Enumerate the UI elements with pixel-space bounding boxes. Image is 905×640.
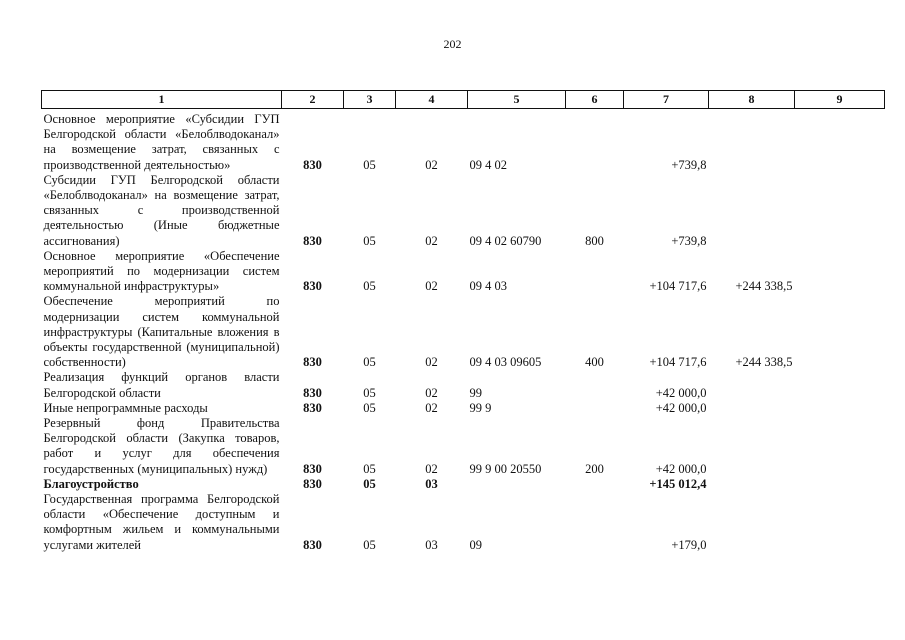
column-header: 5 [468, 91, 566, 109]
table-row [42, 477, 885, 492]
section-code: 05 [363, 461, 376, 476]
column-header: 7 [624, 91, 709, 109]
amount-col8 [709, 173, 795, 249]
budget-table [41, 90, 885, 553]
table-row [42, 401, 885, 416]
section-code: 05 [363, 233, 376, 248]
table-row [42, 249, 885, 295]
expense-type-code [566, 249, 624, 295]
amount-col7: +145 012,4 [649, 476, 707, 491]
target-article-code: 99 9 [469, 400, 492, 415]
section-code: 05 [363, 400, 376, 415]
expense-type-code [566, 401, 624, 416]
amount-col8: +244 338,5 [735, 279, 793, 294]
column-header: 6 [566, 91, 624, 109]
expense-type-code: 200 [585, 461, 604, 476]
amount-col9 [795, 492, 885, 553]
expense-type-code: 400 [585, 355, 604, 370]
column-header: 8 [709, 91, 795, 109]
row-description: Основное мероприятие «Обеспечение мероприятий по модернизации систем коммунальной инфраструктуры» [43, 248, 280, 294]
target-article-code: 09 4 02 [469, 157, 507, 172]
ministry-code: 830 [303, 461, 322, 476]
expense-type-code [566, 492, 624, 553]
ministry-code: 830 [303, 233, 322, 248]
table-row [42, 173, 885, 249]
row-description: Государственная программа Белгородской области «Обеспечение доступным и комфортным жильем и коммунальными услугами жителей [43, 492, 280, 552]
target-article-code: 09 [469, 537, 482, 552]
amount-col7: +104 717,6 [649, 355, 707, 370]
amount-col9 [795, 249, 885, 295]
target-article-code: 99 [469, 385, 482, 400]
table-row [42, 109, 885, 173]
row-description: Благоустройство [43, 476, 139, 491]
amount-col7: +179,0 [671, 537, 707, 552]
subsection-code: 02 [425, 400, 438, 415]
column-header: 9 [795, 91, 885, 109]
section-code: 05 [363, 355, 376, 370]
section-code: 05 [363, 537, 376, 552]
subsection-code: 02 [425, 355, 438, 370]
amount-col9 [795, 109, 885, 173]
row-description: Субсидии ГУП Белгородской области «Белоблводоканал» на возмещение затрат, связанных с производственной деятельностью (Иные бюджетные ассигнования) [43, 172, 280, 248]
amount-col9 [795, 370, 885, 400]
row-description: Резервный фонд Правительства Белгородской области (Закупка товаров, работ и услуг для обеспечения государственных (муниципальных) нужд) [43, 416, 280, 476]
subsection-code: 02 [425, 279, 438, 294]
column-header: 4 [396, 91, 468, 109]
amount-col8 [709, 370, 795, 400]
subsection-code: 02 [425, 385, 438, 400]
expense-type-code [566, 370, 624, 400]
ministry-code: 830 [303, 279, 322, 294]
row-description: Обеспечение мероприятий по модернизации систем коммунальной инфраструктуры (Капитальные вложения в объекты государственной (муниципальной) собственности) [43, 294, 280, 370]
table-row [42, 416, 885, 477]
amount-col7: +42 000,0 [655, 461, 707, 476]
section-code: 05 [363, 157, 376, 172]
amount-col8 [709, 492, 795, 553]
subsection-code: 03 [425, 537, 438, 552]
section-code: 05 [363, 476, 376, 491]
amount-col8 [709, 401, 795, 416]
amount-col7: +42 000,0 [655, 385, 707, 400]
column-header: 3 [344, 91, 396, 109]
table-row [42, 294, 885, 370]
target-article-code: 09 4 02 60790 [469, 233, 542, 248]
amount-col9 [795, 173, 885, 249]
amount-col8 [709, 109, 795, 173]
target-article-code [468, 477, 566, 492]
ministry-code: 830 [303, 537, 322, 552]
ministry-code: 830 [303, 400, 322, 415]
expense-type-code [566, 109, 624, 173]
row-description: Основное мероприятие «Субсидии ГУП Белгородской области «Белоблводоканал» на возмещение затрат, связанных с производственной деятельностью» [43, 112, 280, 172]
amount-col9 [795, 294, 885, 370]
amount-col9 [795, 401, 885, 416]
amount-col9 [795, 477, 885, 492]
target-article-code: 99 9 00 20550 [469, 461, 542, 476]
expense-type-code: 800 [585, 233, 604, 248]
amount-col7: +739,8 [671, 233, 707, 248]
target-article-code: 09 4 03 09605 [469, 355, 542, 370]
ministry-code: 830 [303, 355, 322, 370]
ministry-code: 830 [303, 385, 322, 400]
section-code: 05 [363, 385, 376, 400]
column-header-row [42, 91, 885, 109]
amount-col9 [795, 416, 885, 477]
ministry-code: 830 [303, 157, 322, 172]
subsection-code: 02 [425, 157, 438, 172]
target-article-code: 09 4 03 [469, 279, 507, 294]
amount-col8: +244 338,5 [735, 355, 793, 370]
subsection-code: 02 [425, 461, 438, 476]
amount-col7: +739,8 [671, 157, 707, 172]
column-header: 2 [282, 91, 344, 109]
amount-col7: +42 000,0 [655, 400, 707, 415]
row-description: Реализация функций органов власти Белгородской области [43, 370, 280, 400]
amount-col7: +104 717,6 [649, 279, 707, 294]
ministry-code: 830 [303, 476, 322, 491]
table-row [42, 492, 885, 553]
amount-col8 [709, 477, 795, 492]
expense-type-code [566, 477, 624, 492]
subsection-code: 03 [425, 476, 438, 491]
amount-col8 [709, 416, 795, 477]
row-description: Иные непрограммные расходы [43, 400, 208, 415]
column-header: 1 [42, 91, 282, 109]
section-code: 05 [363, 279, 376, 294]
page-number: 202 [443, 37, 462, 51]
table-row [42, 370, 885, 400]
subsection-code: 02 [425, 233, 438, 248]
